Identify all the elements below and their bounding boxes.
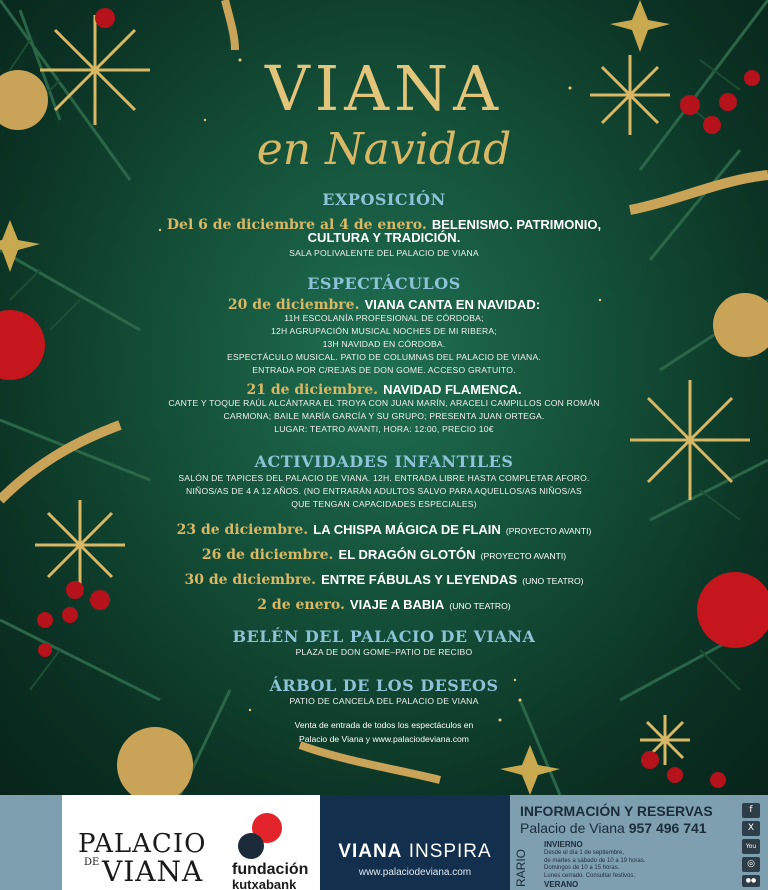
kutxabank-logo-icon <box>238 833 264 859</box>
venta-line-1: Venta de entrada de todos los espectáculos en <box>294 720 474 730</box>
exposicion-event-1: BELENISMO. PATRIMONIO, <box>431 217 602 232</box>
viana-inspira-b: INSPIRA <box>408 841 492 862</box>
exposicion-event-2: CULTURA Y TRADICIÓN. <box>307 230 461 245</box>
belen-place: PLAZA DE DON GOME–PATIO DE RECIBO <box>295 647 473 657</box>
actividades-detail: NIÑOS/AS DE 4 A 12 AÑOS. (NO ENTRARÁN ADULTOS SALVO PARA AQUELLOS/AS NIÑOS/AS <box>186 486 582 496</box>
facebook-icon[interactable]: f <box>742 803 760 818</box>
palacio-logo-line3: VIANA <box>102 855 204 888</box>
actividad-date: 30 de diciembre. <box>184 572 317 588</box>
phone-label: Palacio de Viana <box>520 820 625 836</box>
invierno-label: INVIERNO <box>544 840 583 849</box>
kutxabank-logo-line1: fundación <box>232 861 309 878</box>
invierno-line: Lunes cerrado. Consultar festivos. <box>544 872 636 879</box>
actividad-event <box>150 594 618 613</box>
actividad-event <box>150 519 618 538</box>
invierno-line: Domingos de 10 a 15 horas. <box>544 865 620 871</box>
x-twitter-icon[interactable]: X <box>742 821 760 836</box>
espectaculo-2-detail: LUGAR: TEATRO AVANTI, HORA: 12:00, PRECIO 10€ <box>274 424 494 434</box>
espectaculo-2-date: 21 de diciembre. <box>246 382 379 398</box>
poster-subtitle: en Navidad <box>256 124 512 175</box>
logos <box>62 795 320 890</box>
venta-line-2: Palacio de Viana y www.palaciodeviana.com <box>299 734 469 744</box>
espectaculo-2-detail: CANTE Y TOQUE RAÚL ALCÁNTARA EL TROYA CON JUAN MARÍN, ARACELI CAMPILLOS CON ROMÁN <box>168 398 600 408</box>
actividad-title: LA CHISPA MÁGICA DE FLAIN <box>313 522 501 537</box>
espectaculo-2-detail: CARMONA; BAILE MARÍA GARCÍA Y SU GRUPO; PRESENTA JUAN ORTEGA. <box>223 411 545 421</box>
espectaculo-1-line <box>150 294 618 313</box>
espectaculo-1-detail: 11H ESCOLANÍA PROFESIONAL DE CÓRDOBA; <box>284 313 484 323</box>
actividad-date: 23 de diciembre. <box>176 522 309 538</box>
poster-title: VIANA <box>264 52 504 125</box>
actividad-date: 2 de enero. <box>257 597 345 613</box>
phone-line <box>520 820 707 836</box>
phone-number[interactable]: 957 496 741 <box>628 820 707 836</box>
actividad-title: EL DRAGÓN GLOTÓN <box>338 547 476 562</box>
palacio-logo-line1: PALACIO <box>78 829 207 859</box>
actividad-note: (UNO TEATRO) <box>522 576 584 586</box>
instagram-icon[interactable]: ◎ <box>742 857 760 872</box>
viana-inspira-title <box>320 841 510 863</box>
exposicion-date: Del 6 de diciembre al 4 de enero. <box>166 217 427 233</box>
exposicion-heading: EXPOSICIÓN <box>322 190 446 209</box>
actividad-note: (PROYECTO AVANTI) <box>505 526 592 536</box>
actividad-date: 26 de diciembre. <box>201 547 334 563</box>
espectaculo-2-line <box>150 379 618 398</box>
kutxabank-logo-line2: kutxabank <box>232 877 297 890</box>
palacio-logo-line2: DE <box>84 857 100 868</box>
espectaculo-1-detail: 12H AGRUPACIÓN MUSICAL NOCHES DE MI RIBERA; <box>271 326 497 336</box>
arbol-heading: ÁRBOL DE LOS DESEOS <box>269 676 499 695</box>
horario-label-box <box>512 837 528 887</box>
espectaculo-2-title: NAVIDAD FLAMENCA. <box>383 382 522 397</box>
espectaculo-1-detail: ENTRADA POR C/REJAS DE DON GOME. ACCESO GRATUITO. <box>252 365 516 375</box>
social-links <box>736 795 768 890</box>
invierno-hours <box>544 850 645 880</box>
actividades-heading: ACTIVIDADES INFANTILES <box>254 452 514 471</box>
info-heading: INFORMACIÓN Y RESERVAS <box>520 803 713 819</box>
actividad-title: VIAJE A BABIA <box>349 597 445 612</box>
espectaculo-1-detail: ESPECTÁCULO MUSICAL. PATIO DE COLUMNAS DEL PALACIO DE VIANA. <box>227 352 541 362</box>
verano-label: VERANO <box>544 880 579 889</box>
invierno-line: de martes a sábado de 10 a 19 horas. <box>544 857 646 864</box>
espectaculo-1-date: 20 de diciembre. <box>227 297 360 313</box>
actividad-event <box>150 544 618 563</box>
actividad-note: (UNO TEATRO) <box>449 601 511 611</box>
youtube-icon[interactable]: You <box>742 839 760 854</box>
actividad-title: ENTRE FÁBULAS Y LEYENDAS <box>321 572 518 587</box>
viana-inspira <box>320 795 510 890</box>
viana-inspira-a: VIANA <box>338 841 403 862</box>
flickr-icon[interactable]: ●● <box>742 875 760 887</box>
actividades-detail: SALÓN DE TAPICES DEL PALACIO DE VIANA. 12H. ENTRADA LIBRE HASTA COMPLETAR AFORO. <box>178 473 590 483</box>
actividad-note: (PROYECTO AVANTI) <box>480 551 567 561</box>
info-reservas <box>510 795 736 890</box>
espectaculos-heading: ESPECTÁCULOS <box>307 274 461 293</box>
horario-label: RARIO <box>514 848 528 887</box>
invierno-line: Desde el día 1 de septiembre, <box>544 850 625 856</box>
arbol-place: PATIO DE CANCELA DEL PALACIO DE VIANA <box>289 696 479 706</box>
exposicion-place: SALA POLIVALENTE DEL PALACIO DE VIANA <box>289 248 479 258</box>
web-link[interactable]: www.palaciodeviana.com <box>358 867 472 878</box>
belen-heading: BELÉN DEL PALACIO DE VIANA <box>232 627 536 646</box>
actividades-detail: QUE TENGAN CAPACIDADES ESPECIALES) <box>291 499 477 509</box>
espectaculo-1-detail: 13H NAVIDAD EN CÓRDOBA. <box>322 339 446 349</box>
espectaculo-1-title: VIANA CANTA EN NAVIDAD: <box>364 297 541 312</box>
actividad-event <box>150 569 618 588</box>
